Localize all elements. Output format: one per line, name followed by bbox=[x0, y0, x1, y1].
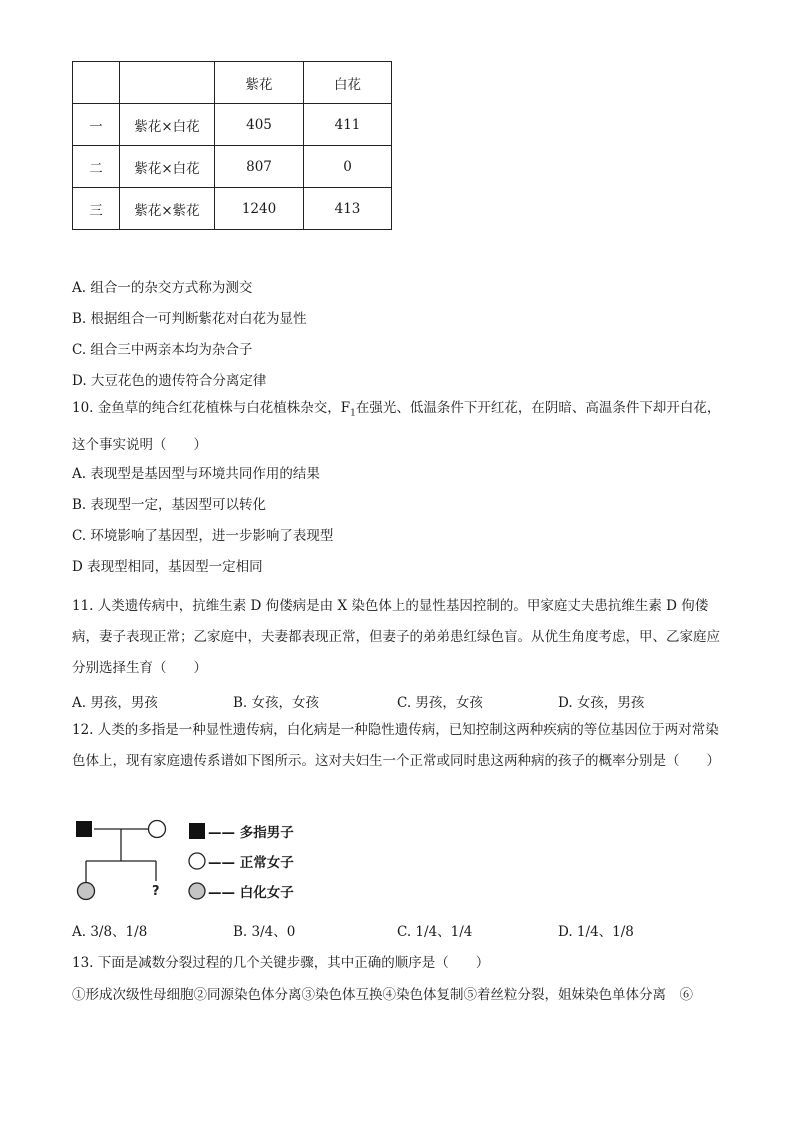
table-cell: 411 bbox=[304, 104, 392, 146]
legend-label: —— 白化女子 bbox=[208, 885, 294, 901]
q10-option-c: C. 环境影响了基因型，进一步影响了表现型 bbox=[72, 528, 334, 544]
legend-item-polydactyly-male bbox=[188, 821, 294, 841]
q12-options bbox=[72, 920, 722, 940]
open-circle-icon bbox=[188, 852, 208, 870]
table-cell: 紫花×紫花 bbox=[120, 188, 215, 230]
q11-options bbox=[72, 691, 722, 711]
q11-option-b: B. 女孩，女孩 bbox=[233, 695, 320, 711]
table-header-cell: 白花 bbox=[304, 62, 392, 104]
q13-stem: 13. 下面是减数分裂过程的几个关键步骤，其中正确的顺序是（ ） bbox=[72, 955, 490, 971]
daughter-albino-female-symbol bbox=[78, 883, 95, 900]
table-row bbox=[73, 188, 392, 230]
table-cell: 413 bbox=[304, 188, 392, 230]
legend-item-albino-female bbox=[188, 881, 294, 901]
table-cell: 807 bbox=[215, 146, 304, 188]
q13-steps: ①形成次级性母细胞②同源染色体分离③染色体互换④染色体复制⑤着丝粒分裂，姐妹染色单体分离 ⑥ bbox=[72, 987, 693, 1003]
cross-results-table bbox=[72, 61, 392, 230]
q12-option-a: A. 3/8、1/8 bbox=[72, 924, 148, 940]
table-cell: 一 bbox=[73, 104, 120, 146]
q11-option-d: D. 女孩，男孩 bbox=[558, 695, 645, 711]
q9-option-d: D. 大豆花色的遗传符合分离定律 bbox=[72, 373, 267, 389]
table-header-cell: 紫花 bbox=[215, 62, 304, 104]
q9-option-b: B. 根据组合一可判断紫花对白花为显性 bbox=[72, 311, 307, 327]
table-header-cell bbox=[120, 62, 215, 104]
pedigree-diagram bbox=[72, 815, 182, 905]
gray-circle-icon bbox=[188, 882, 208, 900]
q12-option-d: D. 1/4、1/8 bbox=[558, 924, 634, 940]
table-cell: 1240 bbox=[215, 188, 304, 230]
q9-option-a: A. 组合一的杂交方式称为测交 bbox=[72, 280, 253, 296]
q11-option-c: C. 男孩，女孩 bbox=[397, 695, 483, 711]
q10-option-d: D 表现型相同，基因型一定相同 bbox=[72, 559, 263, 575]
mother-normal-female-symbol bbox=[149, 821, 166, 838]
q9-option-c: C. 组合三中两亲本均为杂合子 bbox=[72, 342, 253, 358]
table-cell: 405 bbox=[215, 104, 304, 146]
q10-stem-part1: 10. 金鱼草的纯合红花植株与白花植株杂交，F bbox=[72, 400, 351, 416]
q10-stem bbox=[72, 393, 722, 461]
table-row bbox=[73, 104, 392, 146]
q10-stem-part2: 在强光、低温条件下开红花，在阴暗、高温条件下却开白花，这个事实说明（ ） bbox=[72, 400, 721, 453]
table-cell: 二 bbox=[73, 146, 120, 188]
table-header-row bbox=[73, 62, 392, 104]
q10-stem-subscript: 1 bbox=[350, 408, 356, 419]
legend-label: —— 正常女子 bbox=[208, 855, 294, 871]
legend-label: —— 多指男子 bbox=[208, 825, 294, 841]
q12-option-b: B. 3/4、0 bbox=[233, 924, 296, 940]
table-header-cell bbox=[73, 62, 120, 104]
unknown-child-mark: ? bbox=[152, 884, 160, 899]
q10-option-a: A. 表现型是基因型与环境共同作用的结果 bbox=[72, 466, 320, 482]
q12-option-c: C. 1/4、1/4 bbox=[397, 924, 473, 940]
q10-option-b: B. 表现型一定，基因型可以转化 bbox=[72, 497, 267, 513]
q11-stem: 11. 人类遗传病中，抗维生素 D 佝偻病是由 X 染色体上的显性基因控制的。甲家庭丈夫患抗维生素 D 佝偻病，妻子表现正常；乙家庭中，夫妻都表现正常，但妻子的弟弟患红绿色盲。从优生角度考虑，甲、乙家庭应分别选择生育（ ） bbox=[72, 598, 720, 676]
table-cell: 0 bbox=[304, 146, 392, 188]
q11-option-a: A. 男孩，男孩 bbox=[72, 695, 158, 711]
father-polydactyly-male-symbol bbox=[76, 821, 92, 837]
table-cell: 紫花×白花 bbox=[120, 104, 215, 146]
legend-item-normal-female bbox=[188, 851, 294, 871]
table-cell: 三 bbox=[73, 188, 120, 230]
filled-square-icon bbox=[188, 822, 208, 840]
q12-stem: 12. 人类的多指是一种显性遗传病，白化病是一种隐性遗传病，已知控制这两种疾病的等位基因位于两对常染色体上，现有家庭遗传系谱如下图所示。这对夫妇生一个正常或同时患这两种病的孩子的概率分别是（ ） bbox=[72, 722, 720, 769]
table-cell: 紫花×白花 bbox=[120, 146, 215, 188]
table-row bbox=[73, 146, 392, 188]
